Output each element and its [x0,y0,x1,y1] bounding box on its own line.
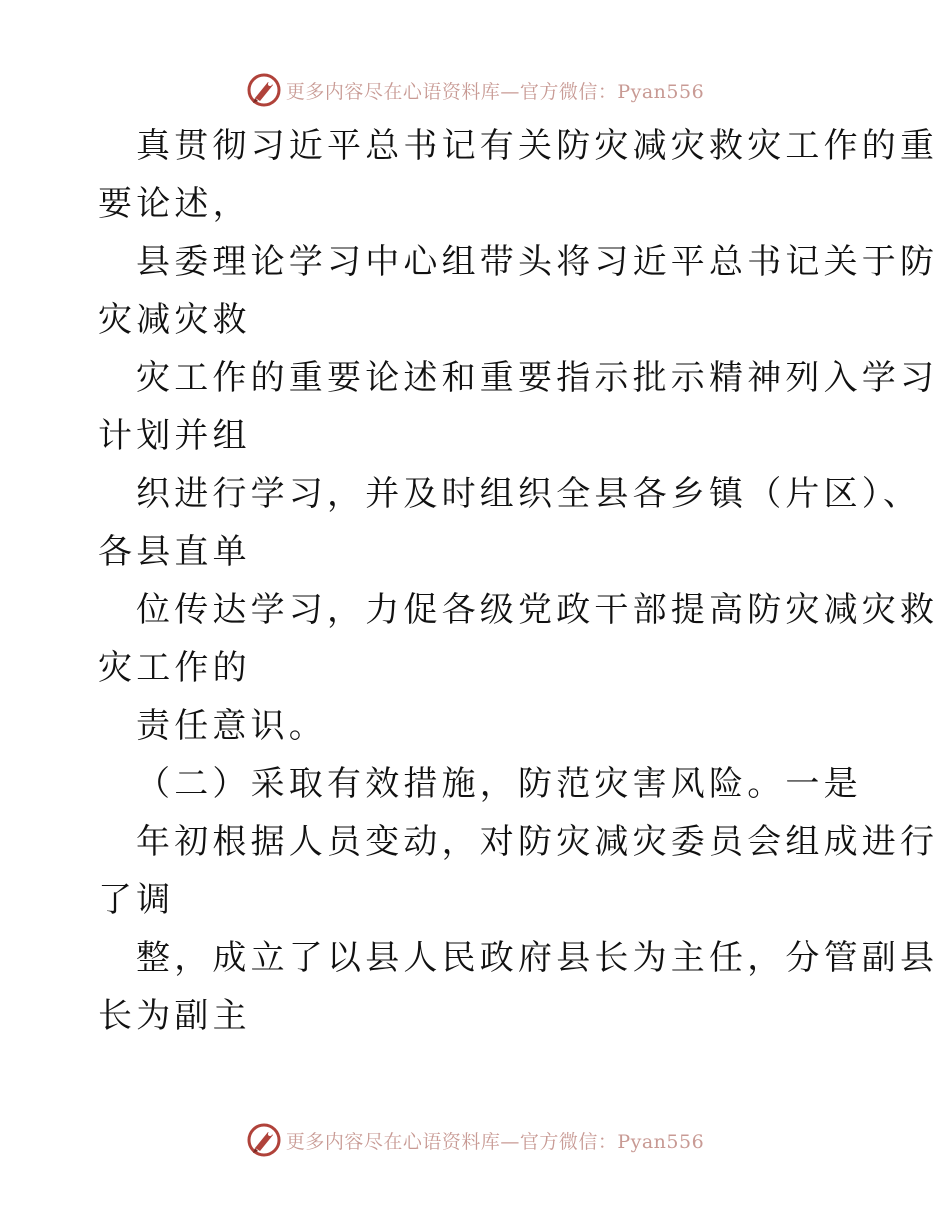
body-line: （二）采取有效措施，防范灾害风险。一是 [136,764,862,804]
body-line: 了调 [98,880,175,920]
body-line: 要论述， [98,184,251,224]
body-line: 灾工作的 [98,648,251,688]
body-line: 织进行学习，并及时组织全县各乡镇（片区）、 [136,474,922,514]
body-line: 真贯彻习近平总书记有关防灾减灾救灾工作的重 [136,126,939,166]
body-line: 县委理论学习中心组带头将习近平总书记关于防 [136,242,939,282]
body-line: 责任意识。 [136,706,327,746]
body-line: 年初根据人员变动，对防灾减灾委员会组成进行 [136,822,939,862]
watermark-text: 更多内容尽在心语资料库—官方微信：Pyan556 [285,80,705,103]
body-line: 灾减灾救 [98,300,251,340]
body-line: 计划并组 [98,416,251,456]
pen-nib-logo-icon [246,72,282,108]
footer-watermark [0,1120,950,1160]
body-line: 各县直单 [98,532,251,572]
watermark-text: 更多内容尽在心语资料库—官方微信：Pyan556 [285,1130,705,1153]
body-line: 位传达学习，力促各级党政干部提高防灾减灾救 [136,590,939,630]
body-line: 灾工作的重要论述和重要指示批示精神列入学习 [136,358,939,398]
pen-nib-logo-icon [246,1122,282,1158]
body-line: 长为副主 [98,996,251,1036]
header-watermark [0,70,950,110]
body-line: 整，成立了以县人民政府县长为主任，分管副县 [136,938,939,978]
